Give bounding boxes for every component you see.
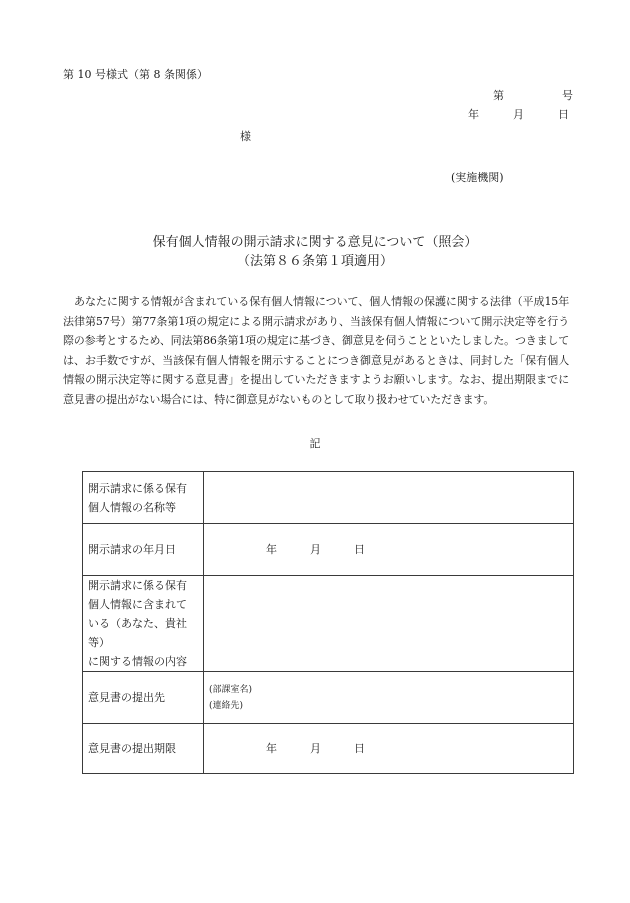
issue-date-day: 日 bbox=[558, 108, 569, 121]
field-info-name[interactable] bbox=[204, 472, 574, 524]
row-label-request-date: 開示請求の年月日 bbox=[83, 524, 204, 576]
field-info-content[interactable] bbox=[204, 576, 574, 672]
row-label-info-content bbox=[83, 576, 204, 672]
document-number-suffix: 号 bbox=[562, 89, 573, 102]
form-number: 第 10 号様式（第 8 条関係） bbox=[63, 68, 208, 81]
row-label-line: 個人情報の名称等 bbox=[88, 500, 176, 514]
addressee-suffix: 様 bbox=[240, 130, 251, 143]
month-label: 月 bbox=[310, 543, 321, 556]
table-row bbox=[83, 576, 574, 672]
field-submit-to[interactable] bbox=[204, 672, 574, 724]
row-label-line: いる（あなた、貴社等） bbox=[88, 617, 187, 649]
ki-heading: 記 bbox=[309, 437, 321, 450]
row-label-submit-to: 意見書の提出先 bbox=[83, 672, 204, 724]
table-row bbox=[83, 724, 574, 774]
table-row bbox=[83, 524, 574, 576]
row-label-line: 開示請求に係る保有 bbox=[88, 481, 187, 495]
issuing-agency: (実施機関) bbox=[451, 171, 504, 184]
day-label: 日 bbox=[354, 742, 365, 755]
document-title: 保有個人情報の開示請求に関する意見について（照会） bbox=[152, 235, 478, 250]
field-request-date[interactable] bbox=[204, 524, 574, 576]
issue-date-month: 月 bbox=[513, 108, 524, 121]
row-label-line: 開示請求に係る保有 bbox=[88, 579, 187, 592]
department-label: (部課室名) bbox=[209, 684, 253, 695]
contact-label: (連絡先) bbox=[209, 700, 244, 711]
body-paragraph: あなたに関する情報が含まれている保有個人情報について、個人情報の保護に関する法律（平成15年法律第57号）第77条第1項の規定による開示請求があり、当該保有個人情報について開示決定等を行う際の参考とするため、同法第86条第1項の規定に基づき、御意見を伺うことといたしました。つきましては、お手数ですが、当該保有個人情報を開示することにつき御意見があるときは、同封した「保有個人情報の開示決定等に関する意見書」を提出していただきますようお願いします。なお、提出期限までに意見書の提出がない場合には、特に御意見がないものとして取り扱わせていただきます。 bbox=[63, 295, 569, 406]
year-label: 年 bbox=[266, 543, 277, 556]
issue-date-year: 年 bbox=[468, 108, 479, 121]
year-label: 年 bbox=[266, 742, 277, 755]
table-row bbox=[83, 472, 574, 524]
field-deadline[interactable] bbox=[204, 724, 574, 774]
document-number-prefix: 第 bbox=[493, 89, 504, 102]
info-table bbox=[82, 471, 574, 774]
row-label-line: 個人情報に含まれて bbox=[88, 598, 187, 611]
row-label-line: に関する情報の内容 bbox=[88, 655, 187, 668]
day-label: 日 bbox=[354, 543, 365, 556]
document-subtitle: （法第８６条第１項適用） bbox=[236, 254, 393, 269]
month-label: 月 bbox=[310, 742, 321, 755]
row-label-deadline: 意見書の提出期限 bbox=[83, 724, 204, 774]
table-row bbox=[83, 672, 574, 724]
row-label-info-name bbox=[83, 472, 204, 524]
